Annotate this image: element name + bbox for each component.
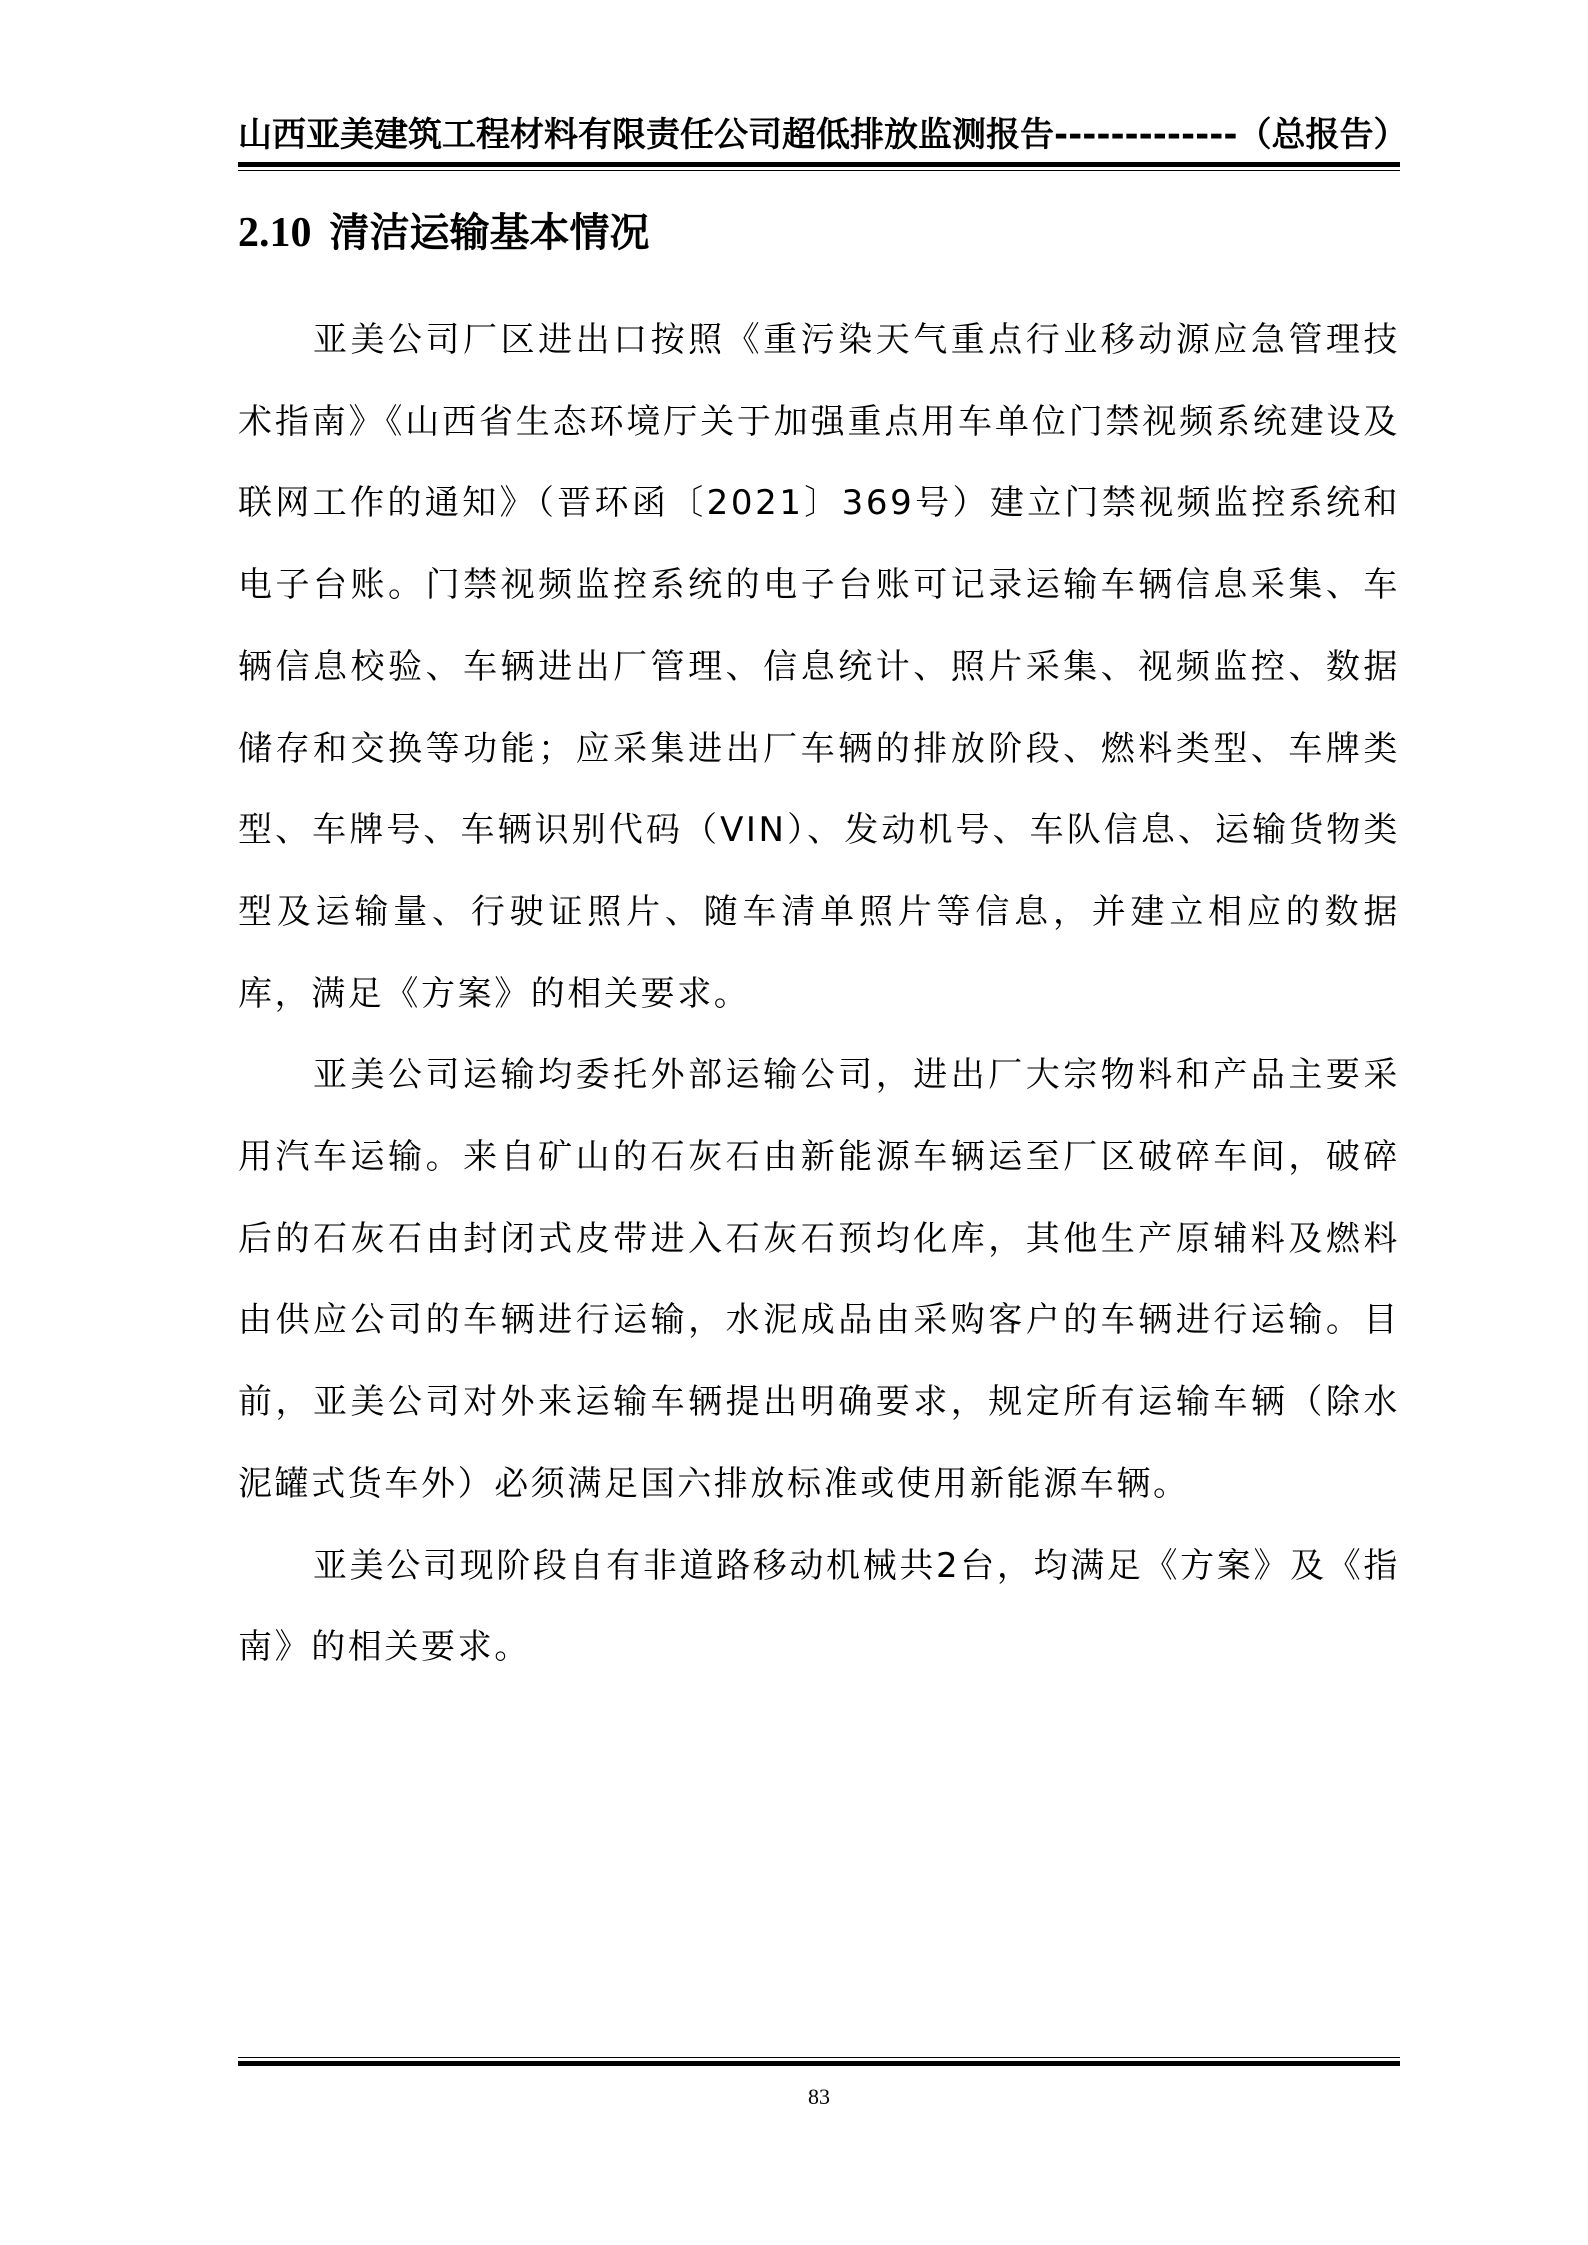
paragraph-2: 亚美公司运输均委托外部运输公司，进出厂大宗物料和产品主要采用汽车运输。来自矿山的石灰石由新能源车辆运至厂区破碎车间，破碎后的石灰石由封闭式皮带进入石灰石预均化库，其他生产原辅料及燃料由供应公司的车辆进行运输，水泥成品由采购客户的车辆进行运输。目前，亚美公司对外来运输车辆提出明确要求，规定所有运输车辆（除水泥罐式货车外）必须满足国六排放标准或使用新能源车辆。 bbox=[238, 1055, 1400, 1504]
page-number: 83 bbox=[808, 2084, 830, 2109]
section-number: 2.10 bbox=[238, 210, 312, 256]
footer-rule-thick bbox=[238, 2061, 1400, 2066]
section-heading bbox=[238, 205, 650, 261]
section-title: 清洁运输基本情况 bbox=[329, 210, 650, 256]
footer-rule-thin bbox=[238, 2057, 1400, 2058]
paragraph-1: 亚美公司厂区进出口按照《重污染天气重点行业移动源应急管理技术指南》《山西省生态环境厅关于加强重点用车单位门禁视频系统建设及联网工作的通知》（晋环函〔2021〕369号）建立门禁视频监控系统和电子台账。门禁视频监控系统的电子台账可记录运输车辆信息采集、车辆信息校验、车辆进出厂管理、信息统计、照片采集、视频监控、数据储存和交换等功能；应采集进出厂车辆的排放阶段、燃料类型、车牌类型、车牌号、车辆识别代码（VIN）、发动机号、车队信息、运输货物类型及运输量、行驶证照片、随车清单照片等信息，并建立相应的数据库，满足《方案》的相关要求。 bbox=[238, 320, 1400, 1014]
body-text bbox=[238, 300, 1400, 1689]
page-header-title: 山西亚美建筑工程材料有限责任公司超低排放监测报告-------------（总报告） bbox=[238, 115, 1408, 155]
header-rule-thick bbox=[238, 162, 1400, 167]
header-rule-thin bbox=[238, 170, 1400, 171]
paragraph-3: 亚美公司现阶段自有非道路移动机械共2台，均满足《方案》及《指南》的相关要求。 bbox=[238, 1545, 1400, 1668]
